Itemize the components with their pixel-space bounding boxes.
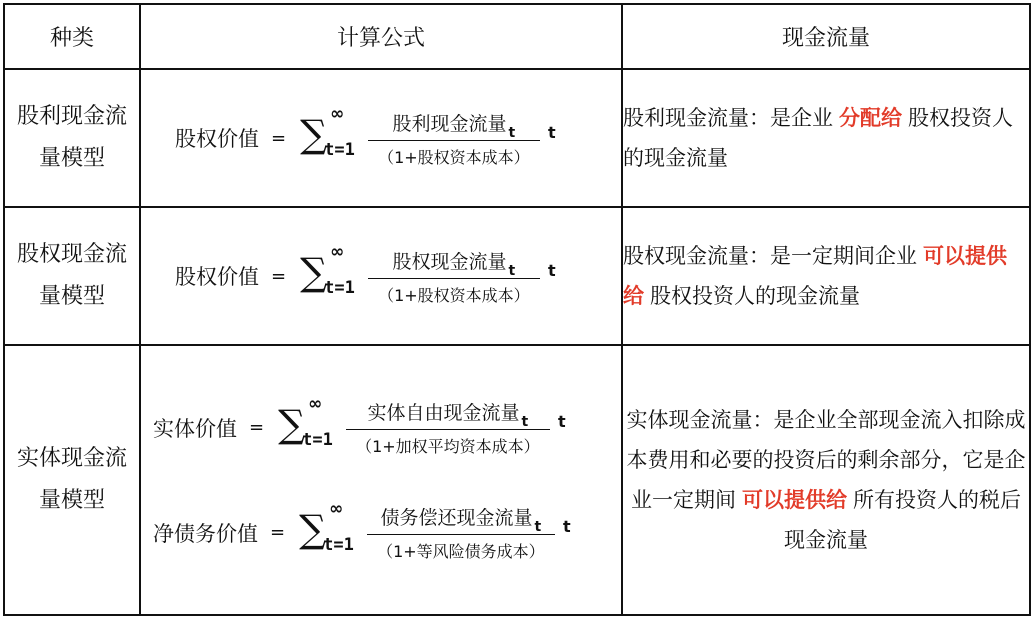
formula bbox=[141, 242, 621, 306]
numerator-text: 债务偿还现金流量 bbox=[380, 507, 533, 529]
formula bbox=[141, 104, 621, 168]
sum-lower: t=1 bbox=[324, 278, 355, 298]
fraction bbox=[368, 247, 556, 306]
formula-label: 净债务价值 bbox=[153, 521, 258, 546]
summation bbox=[278, 393, 344, 456]
summation bbox=[299, 498, 365, 561]
kind-label: 实体现金流量模型 bbox=[16, 446, 127, 513]
table-row bbox=[4, 69, 1030, 207]
header-row bbox=[4, 4, 1030, 69]
cashflow-cell bbox=[622, 69, 1030, 207]
header-kind: 种类 bbox=[4, 4, 140, 69]
cashflow-text: 实体现金流量：是企业全部现金流入扣除成本费用和必要的投资后的剩余部分，它是企业一定期间 bbox=[626, 408, 1026, 512]
table-row bbox=[4, 345, 1030, 615]
denominator-text: （1+股权资本成本） bbox=[378, 147, 530, 167]
sigma-icon: ∑ bbox=[278, 401, 306, 446]
numerator bbox=[383, 247, 526, 278]
formula bbox=[141, 498, 621, 562]
equals-sign: = bbox=[271, 127, 287, 149]
kind-cell bbox=[4, 345, 140, 615]
formula-cell bbox=[140, 69, 622, 207]
exponent: t bbox=[558, 412, 566, 431]
header-formula: 计算公式 bbox=[140, 4, 622, 69]
numerator-subscript: t bbox=[521, 414, 529, 430]
cashflow-text-end: 股权投资人的现金流量 bbox=[623, 106, 1013, 170]
kind-cell bbox=[4, 207, 140, 345]
denominator-text: （1+股权资本成本） bbox=[378, 285, 530, 305]
fraction bbox=[367, 503, 571, 562]
cashflow-emphasis: 分配给 bbox=[839, 106, 902, 130]
sum-upper: ∞ bbox=[308, 393, 323, 414]
numerator-text: 实体自由现金流量 bbox=[367, 402, 520, 424]
exponent: t bbox=[548, 260, 556, 280]
numerator-text: 股权现金流量 bbox=[392, 250, 507, 273]
kind-label: 股利现金流量模型 bbox=[16, 104, 127, 171]
exponent: t bbox=[548, 122, 556, 142]
exponent: t bbox=[563, 517, 571, 536]
denominator-text: （1+加权平均资本成本） bbox=[356, 437, 540, 456]
cashflow-emphasis: 可以提供给 bbox=[742, 488, 847, 512]
formula-cell bbox=[140, 345, 622, 615]
fraction bbox=[368, 109, 556, 168]
sigma-icon: ∑ bbox=[300, 112, 328, 156]
denominator-text: （1+等风险债务成本） bbox=[377, 542, 545, 561]
numerator-text: 股利现金流量 bbox=[392, 112, 507, 135]
cashflow-text: 股权现金流量：是一定期间企业 bbox=[623, 244, 917, 268]
formula-label: 股权价值 bbox=[175, 127, 259, 151]
fraction bbox=[346, 398, 566, 457]
summation bbox=[300, 242, 366, 304]
numerator-subscript: t bbox=[508, 262, 516, 279]
sigma-icon: ∑ bbox=[300, 250, 328, 294]
table-row bbox=[4, 207, 1030, 345]
sigma-icon: ∑ bbox=[299, 506, 327, 551]
cashflow-cell bbox=[622, 207, 1030, 345]
numerator bbox=[383, 109, 526, 140]
formula-label: 股权价值 bbox=[175, 265, 259, 289]
cashflow-emphasis: 可以提供给 bbox=[623, 244, 1007, 308]
cashflow-cell bbox=[622, 345, 1030, 615]
cashflow-text-end: 所有投资人的税后现金流量 bbox=[784, 488, 1021, 552]
header-cashflow: 现金流量 bbox=[622, 4, 1030, 69]
cashflow-text-end: 股权投资人的现金流量 bbox=[650, 284, 860, 308]
sum-upper: ∞ bbox=[330, 104, 345, 124]
formula-cell bbox=[140, 207, 622, 345]
equals-sign: = bbox=[271, 265, 287, 287]
sum-lower: t=1 bbox=[302, 429, 333, 450]
kind-label: 股权现金流量模型 bbox=[16, 242, 127, 309]
cash-flow-model-table bbox=[3, 3, 1031, 616]
numerator-subscript: t bbox=[534, 519, 542, 535]
summation bbox=[300, 104, 366, 166]
equals-sign: = bbox=[249, 417, 265, 438]
sum-upper: ∞ bbox=[329, 498, 344, 519]
numerator-subscript: t bbox=[508, 124, 516, 141]
numerator bbox=[371, 503, 552, 534]
kind-cell bbox=[4, 69, 140, 207]
formula bbox=[141, 393, 621, 457]
formula-label: 实体价值 bbox=[153, 416, 237, 441]
sum-lower: t=1 bbox=[324, 140, 355, 160]
equals-sign: = bbox=[270, 522, 286, 543]
cashflow-text: 股利现金流量：是企业 bbox=[623, 106, 833, 130]
sum-upper: ∞ bbox=[330, 242, 345, 262]
numerator bbox=[358, 398, 539, 429]
sum-lower: t=1 bbox=[323, 534, 354, 555]
